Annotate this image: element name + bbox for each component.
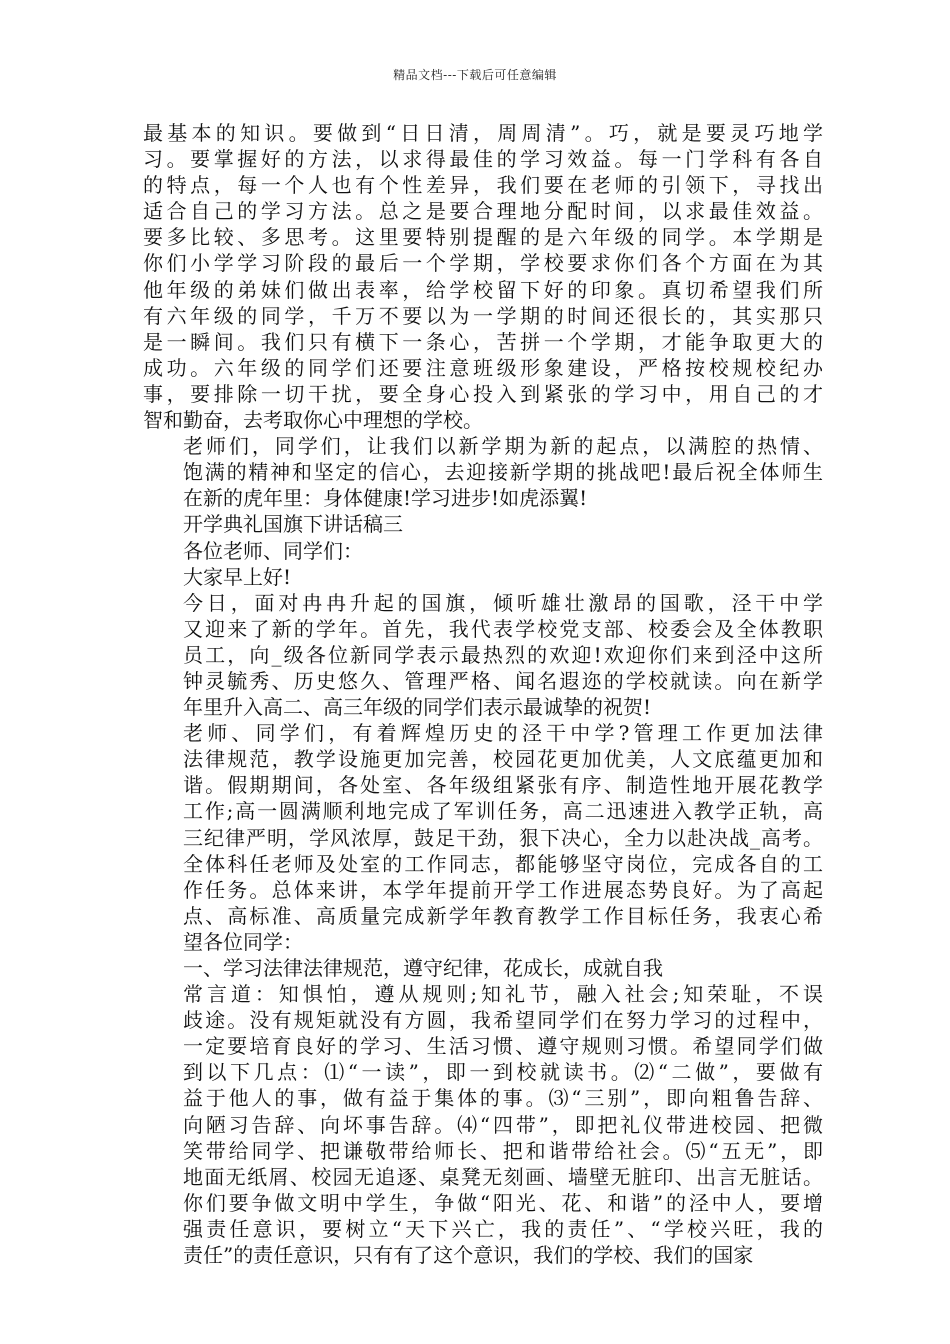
- text-line: 强责任意识，要树立“天下兴亡，我的责任”、“学校兴旺，我的: [183, 1216, 823, 1241]
- paragraph: [143, 433, 823, 511]
- text-line: 的特点，每一个人也有个性差异，我们要在老师的引领下，寻找出: [143, 173, 823, 198]
- text-line: 谐。假期期间，各处室、各年级组紧张有序、制造性地开展花教学: [183, 773, 823, 798]
- paragraph: [143, 120, 823, 433]
- text-line: 三纪律严明，学风浓厚，鼓足干劲，狠下决心，全力以赴决战_高考。: [183, 825, 823, 850]
- text-line: 你们小学学习阶段的最后一个学期，学校要求你们各个方面在为其: [143, 251, 823, 276]
- text-line: 一定要培育良好的学习、生活习惯、遵守规则习惯。希望同学们做: [183, 1034, 823, 1059]
- text-line: 全体科任老师及处室的工作同志，都能够坚守岗位，完成各自的工: [183, 851, 823, 876]
- text-line: 员工，向_级各位新同学表示最热烈的欢迎!欢迎你们来到泾中这所: [183, 642, 823, 667]
- paragraph: [143, 564, 823, 590]
- text-line: 今日，面对冉冉升起的国旗，倾听雄壮激昂的国歌，泾干中学: [183, 590, 823, 615]
- text-line: 作任务。总体来讲，本学年提前开学工作进展态势良好。为了高起: [183, 877, 823, 902]
- text-line: 责任”的责任意识，只有有了这个意识，我们的学校、我们的国家: [183, 1243, 754, 1268]
- text-line: 有六年级的同学，千万不要以为一学期的时间还很长的，其实那只: [143, 303, 823, 328]
- text-line: 智和勤奋，去考取你心中理想的学校。: [143, 408, 483, 433]
- paragraph: [143, 955, 823, 981]
- text-line: 在新的虎年里：身体健康!学习进步!如虎添翼!: [183, 486, 588, 511]
- text-line: 常言道：知惧怕，遵从规则;知礼节，融入社会;知荣耻，不误: [183, 982, 823, 1007]
- text-line: 他年级的弟妹们做出表率，给学校留下好的印象。真切希望我们所: [143, 277, 823, 302]
- text-line: 向陋习告辞、向坏事告辞。⑷“四带”，即把礼仪带进校园、把微: [183, 1112, 823, 1137]
- paragraph: [143, 720, 823, 955]
- text-line: 地面无纸屑、校园无追逐、桌凳无刻画、墙壁无脏印、出言无脏话。: [183, 1164, 823, 1189]
- text-line: 笑带给同学、把谦敬带给师长、把和谐带给社会。⑸“五无”，即: [183, 1138, 823, 1163]
- document-body: [143, 120, 823, 1268]
- text-line: 最基本的知识。要做到“日日清，周周清”。巧，就是要灵巧地学: [143, 121, 823, 145]
- text-line: 歧途。没有规矩就没有方圆，我希望同学们在努力学习的过程中，: [183, 1008, 823, 1033]
- text-line: 到以下几点：⑴“一读”，即一到校就读书。⑵“二做”，要做有: [183, 1060, 823, 1085]
- text-line: 又迎来了新的学年。首先，我代表学校党支部、校委会及全体教职: [183, 616, 823, 641]
- text-line: 益于他人的事，做有益于集体的事。⑶“三别”，即向粗鲁告辞、: [183, 1086, 823, 1111]
- text-line: 点、高标准、高质量完成新学年教育教学工作目标任务，我衷心希: [183, 903, 823, 928]
- paragraph: [143, 981, 823, 1268]
- text-line: 要多比较、多思考。这里要特别提醒的是六年级的同学。本学期是: [143, 225, 823, 250]
- text-line: 钟灵毓秀、历史悠久、管理严格、闻名遐迩的学校就读。向在新学: [183, 668, 823, 693]
- page-header: 精品文档---下载后可任意编辑: [393, 68, 557, 82]
- text-line: 事，要排除一切干扰，要全身心投入到紧张的学习中，用自己的才: [143, 381, 823, 406]
- paragraph: [143, 511, 823, 537]
- text-line: 饱满的精神和坚定的信心，去迎接新学期的挑战吧!最后祝全体师生: [183, 460, 823, 485]
- text-line: 老师、同学们，有着辉煌历史的泾干中学?管理工作更加法律: [183, 721, 823, 746]
- text-line: 习。要掌握好的方法，以求得最佳的学习效益。每一门学科有各自: [143, 147, 823, 172]
- paragraph: [143, 590, 823, 720]
- text-line: 法律规范，教学设施更加完善，校园花更加优美，人文底蕴更加和: [183, 747, 823, 772]
- text-line: 适合自己的学习方法。总之是要合理地分配时间，以求最佳效益。: [143, 199, 823, 224]
- text-line: 大家早上好!: [183, 564, 292, 589]
- text-line: 望各位同学：: [183, 929, 303, 954]
- text-line: 年里升入高二、高三年级的同学们表示最诚挚的祝贺!: [183, 695, 652, 720]
- text-line: 老师们，同学们，让我们以新学期为新的起点，以满腔的热情、: [183, 434, 823, 459]
- text-line: 工作;高一圆满顺利地完成了军训任务，高二迅速进入教学正轨，高: [183, 799, 823, 824]
- text-line: 你们要争做文明中学生，争做“阳光、花、和谐”的泾中人，要增: [183, 1190, 823, 1215]
- paragraph: [143, 538, 823, 564]
- text-line: 各位老师、同学们：: [183, 538, 363, 563]
- text-line: 一、学习法律法律规范，遵守纪律，花成长，成就自我: [183, 956, 663, 980]
- text-line: 开学典礼国旗下讲话稿三: [183, 512, 403, 537]
- text-line: 是一瞬间。我们只有横下一条心，苦拼一个学期，才能争取更大的: [143, 329, 823, 354]
- text-line: 成功。六年级的同学们还要注意班级形象建设，严格按校规校纪办: [143, 355, 823, 380]
